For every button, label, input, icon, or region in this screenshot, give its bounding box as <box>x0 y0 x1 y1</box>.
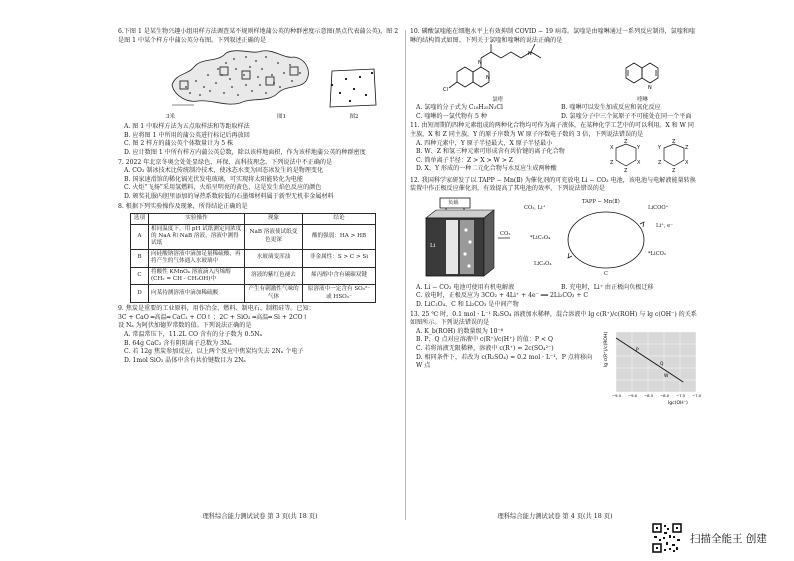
question-13-option-d[interactable]: D. 相同条件下，若改为 c(R₂SO₄) = 0.2 mol · L⁻¹，P 点将移向 W 点 <box>416 353 593 370</box>
chart-x-ticks <box>612 393 702 398</box>
table-row <box>131 249 376 267</box>
table-header-option: 选项 <box>131 214 149 224</box>
question-12 <box>410 177 700 310</box>
chart-x-tick-label: −7.5 <box>676 392 686 398</box>
table-cell-option: D <box>131 285 149 303</box>
question-13-text: 13. 25 ℃ 时，0.1 mol · L⁻¹ R₂SO₄ 溶液加水稀释，混合溶液中 lg c(R⁺)/c(ROH) 与 lg c(OH⁻) 的关系如图所示。下列说法错误的是 <box>410 310 697 327</box>
chart-point-label: P <box>636 347 639 353</box>
svg-text:Z: Z <box>658 159 662 166</box>
chart-x-tick-label: −8.0 <box>660 392 670 398</box>
cycle-input-label: CO₂, Li⁺ <box>524 204 546 211</box>
question-9 <box>118 305 402 365</box>
chloroquine-molecule-icon <box>443 42 553 92</box>
svg-text:Y: Y <box>637 144 641 151</box>
irregular-plot-map <box>166 45 316 109</box>
question-6-option-c[interactable]: C. 图 2 样方的蒲公英个体数量计为 5 株 <box>124 140 234 148</box>
question-7-option-d[interactable]: D. 颁奖礼服内胆里添加的导热系数较低的石墨烯材料属于新型无机非金属材料 <box>124 192 334 200</box>
question-13-option-a[interactable]: A. K_b(ROH) 的数量级为 10⁻⁶ <box>416 327 504 335</box>
svg-text:Cl: Cl <box>442 87 448 93</box>
table-row <box>131 224 376 249</box>
quinoline-molecule-icon <box>618 58 668 92</box>
table-header-phenomenon: 现象 <box>245 214 303 224</box>
svg-text:Z: Z <box>672 167 676 174</box>
svg-text:N: N <box>647 85 652 91</box>
question-11-option-d[interactable]: D. X、Y 形成的一种二元化合物与水反应生成两种酸 <box>416 165 557 173</box>
table-header-conclusion: 结论 <box>303 214 376 224</box>
question-12-option-b[interactable]: B. 充电时，Li⁺ 由正极向负极迁移 <box>561 283 654 291</box>
question-10-option-a[interactable]: A. 氯喹的分子式为 C₁₈H₂₅N₃Cl <box>416 104 504 112</box>
svg-text:X: X <box>610 144 614 151</box>
question-7-option-c[interactable]: C. 火炬“飞扬”采用氢燃料，火焰呈明亮的黄色，这是发生焰色反应的颜色 <box>124 184 322 192</box>
figure-1-label: 图1 <box>277 113 286 120</box>
question-6-figures <box>118 47 402 121</box>
question-9-option-d[interactable]: D. 1mol SiO₂ 晶体中含有共价键数目为 2Nₐ <box>124 356 246 364</box>
chart-x-tick-label: −9.0 <box>628 392 638 398</box>
chart-point-label: Q <box>660 361 664 367</box>
table-header-operation: 实验操作 <box>149 214 245 224</box>
question-6 <box>118 28 402 158</box>
svg-text:Z: Z <box>672 138 676 145</box>
quinoline-structure <box>618 58 668 104</box>
svg-text:Z: Z <box>685 144 689 151</box>
question-11-option-c[interactable]: C. 简单离子半径：Z > X > W > Z <box>416 156 513 164</box>
question-12-option-d[interactable]: D. LiC₂O₄、C 和 Li₂CO₃ 是中间产物 <box>416 300 519 308</box>
question-11-option-a[interactable]: A. 四种元素中，Y 原子半径最大，X 原子半径最小 <box>416 139 553 147</box>
chart-x-tick-label: −9.5 <box>612 392 622 398</box>
table-cell-conclusion: 原溶液中一定含有 SO₃²⁻ 或 HSO₃⁻ <box>303 285 376 303</box>
question-8 <box>118 203 402 304</box>
sample-quadrat <box>326 65 380 109</box>
svg-text:X: X <box>685 159 689 166</box>
table-cell-conclusion: 酸的强弱：HA > HB <box>303 224 376 249</box>
table-cell-phenomenon: 溶液的紫红色褪去 <box>245 267 303 285</box>
ionic-liquid-structure-icon <box>604 140 700 176</box>
question-9-text-2: 设 Nₐ 为阿伏加德罗常数的值。下列说法正确的是 <box>118 322 252 330</box>
question-6-option-a[interactable]: A. 图 1 中取样方法为五点取样法和等距取样法 <box>124 123 250 131</box>
battery-diagram <box>410 196 520 282</box>
table-cell-option: C <box>131 267 149 285</box>
question-6-text: 6.下图 1 是某生物兴趣小组用样方法调查某不规则样地蒲公英的种群密度示意图(黑点代表蒲公英)，图 2 是图 1 中某个样方中蒲公英分布图。下列叙述正确的是 <box>118 28 399 44</box>
svg-text:Z: Z <box>610 159 614 166</box>
question-10-structures <box>410 46 700 104</box>
table-row <box>131 267 376 285</box>
question-7-text: 7. 2022 年北京冬奥会处处显绿色、环保、高科技理念。下列说法中不正确的是 <box>118 158 333 166</box>
question-12-option-a[interactable]: A. Li − CO₂ 电池可使用有机电解液 <box>416 283 515 291</box>
chart-x-tick-label: −8.5 <box>644 392 654 398</box>
experiment-table <box>130 213 376 303</box>
table-cell-option: B <box>131 249 149 267</box>
cycle-product-label: C <box>604 270 608 277</box>
chloroquine-structure <box>443 42 553 104</box>
chart-x-tick-label: −7.0 <box>692 392 702 398</box>
table-cell-operation: 相同温度下，用 pH 试纸测定同浓度的 NaA 和 NaB 溶液，溶液中测得试纸 <box>149 224 245 249</box>
question-12-figures <box>410 196 700 282</box>
figure-1-scale: 3米 <box>166 113 175 120</box>
svg-text:Z: Z <box>624 167 628 174</box>
co2-label: CO₂ <box>500 230 511 237</box>
quinoline-label: 喹啉 <box>637 96 648 103</box>
chart-plot-area <box>616 332 696 392</box>
question-13-option-c[interactable]: C. 若将溶液无限稀释，溶液中 c(R⁺) ≈ 2c(SO₄²⁻) <box>416 344 554 352</box>
question-12-option-c[interactable]: C. 放电时，正极反应为 3CO₂ + 4Li⁺ + 4e⁻ ══ 2Li₂CO₃ + C <box>416 292 589 300</box>
question-7-option-b[interactable]: B. 国家速滑馆的稀化镉光伏发电玻璃，可实现将太阳能转化为电能 <box>124 175 303 183</box>
scanner-watermark-text: 扫描全能王 创建 <box>690 532 767 545</box>
question-6-option-d[interactable]: D. 应计数图 1 中所有样方内蒲公英总数，除以该样地面积，作为该样地蒲公英的种群密度 <box>124 148 366 156</box>
question-12-text: 12. 我国科学家研发了以 TAPP − Mn(Ⅱ) 为催化剂的可充放电 Li − CO₂ 电池，该电池与电解液能量转换装置中作正极反应催化剂，有效提高了其电池的效率，下列说法错误的是 <box>410 176 696 193</box>
svg-text:N: N <box>485 75 490 81</box>
figure-1 <box>166 45 316 121</box>
table-cell-operation: 向硅酸钠溶液中滴加足量稀硫酸，再将产生的气体通入水玻璃中 <box>149 249 245 267</box>
cycle-intermediate-2-label: *LiCO₂ <box>648 250 666 257</box>
figure-2-label: 图2 <box>349 113 359 120</box>
question-10 <box>410 28 700 121</box>
cycle-intermediate-1-label: LiCOO⁺ <box>648 204 669 211</box>
table-cell-operation: 向某待测溶液中滴加稀硫酸 <box>149 285 245 303</box>
table-cell-phenomenon: NaB 溶液使试纸变色更深 <box>245 224 303 249</box>
question-13-option-b[interactable]: B. P、Q 点对应溶液中 c(R⁺)/c(H⁺) 的值：P < Q <box>416 336 553 344</box>
figure-2 <box>326 65 382 121</box>
chart-xlabel: lgc(OH⁻) <box>668 400 688 406</box>
page-4 <box>410 28 700 522</box>
question-10-option-c[interactable]: C. 喹啉的一氯代物有 5 种 <box>416 112 487 120</box>
table-header-row <box>131 214 376 224</box>
question-10-option-d[interactable]: D. 氯喹分子中三个氮原子不可能处在同一个平面 <box>561 112 692 120</box>
table-cell-conclusion: 非金属性：S > C > Si <box>303 249 376 267</box>
catalytic-cycle-diagram <box>520 196 690 282</box>
question-7-option-a[interactable]: A. CO₂ 制冰技术比传统制冷技术，使冰态水变为固态冰发生的是物理变化 <box>124 167 324 175</box>
lithium-electrode-label: Li <box>430 242 436 249</box>
question-7 <box>118 159 402 202</box>
chart-ylabel: lg c(R⁺)/c(ROH) <box>604 331 609 367</box>
table-cell-phenomenon: 产生有刺激性气味的气体 <box>245 285 303 303</box>
svg-text:X: X <box>637 159 641 166</box>
question-10-option-b[interactable]: B. 喹啉可以发生加成反应和氧化反应 <box>561 104 661 112</box>
question-11-text: 11. 由短周期的四种元素组成的两种化合物均可作为离子液体，在某种化学工艺中的可以利用。X 和 W 同主族，X 和 Z 同主族，Y 的原子序数为 W 原子序数电子数的 3 倍，下列说法错误的是 <box>410 122 694 138</box>
qr-code-icon <box>652 523 682 553</box>
cycle-catalyst-label: TAPP − Mn(Ⅱ) <box>582 198 620 205</box>
svg-text:N: N <box>477 60 482 66</box>
question-9-option-b[interactable]: B. 64g CaC₂ 含有阴阳离子总数为 3Nₐ <box>124 339 232 347</box>
load-label: 负载 <box>448 199 459 206</box>
cycle-intermediate-3-label: *LiC₂O₄ <box>530 234 551 241</box>
chart-point-label: W <box>664 373 669 379</box>
question-11 <box>410 122 700 175</box>
lg-relationship-chart <box>602 328 700 406</box>
page-divider <box>405 30 406 520</box>
svg-text:N: N <box>527 51 532 57</box>
page-4-footer: 理科综合能力测试试卷 第 4 页(共 18 页) <box>497 513 613 521</box>
table-row <box>131 285 376 303</box>
question-8-text: 8. 根据下列实验操作及现象，所得结论正确的是 <box>118 202 248 210</box>
question-9-text: 9. 焦炭是重要的工业原料，用作冶金、燃料、制电石、制粗硅等。已知： <box>118 305 315 313</box>
cycle-electron-label: Li⁺, e⁻ <box>656 222 673 229</box>
cycle-intermediate-4-label: LiC₂O₄ <box>534 260 552 267</box>
page-3-footer: 理科综合能力测试试卷 第 3 页(共 18 页) <box>202 513 318 521</box>
table-cell-conclusion: 烯丙醇中含有碳碳双键 <box>303 267 376 285</box>
question-13 <box>410 311 700 406</box>
table-cell-operation: 将酸性 KMnO₄ 溶液滴入丙烯醇(CH₂ = CH - CH₂OH)中 <box>149 267 245 285</box>
question-9-option-a[interactable]: A. 常温常压下，11.2L CO 含有的分子数为 0.5Nₐ <box>124 330 262 338</box>
scanner-watermark <box>652 523 767 553</box>
question-10-text: 10. 磷酸氯喹能在细胞水平上有效抑制 COVID − 19 病毒。氯喹是由喹啉通过一系列反应制得，氯喹和喹啉的结构简式如图。下列关于氯喹和喹啉的说法正确的是 <box>410 28 696 44</box>
chart-svg <box>602 328 700 406</box>
question-11-option-b[interactable]: B. W、Z 和氢三种元素可形成含有共价键的离子化合物 <box>416 148 565 156</box>
table-cell-option: A <box>131 224 149 249</box>
svg-text:Z: Z <box>624 138 628 145</box>
chloroquine-label: 氯喹 <box>492 96 503 103</box>
svg-text:Y: Y <box>658 144 662 151</box>
page-3 <box>118 28 402 522</box>
question-9-option-c[interactable]: C. 若 12g 焦炭参加反应，以上两个反应中焦炭均失去 2Nₐ 个电子 <box>124 348 304 356</box>
question-6-option-b[interactable]: B. 应将图 1 中所用的蒲公英进行标记后再放回 <box>124 131 250 139</box>
table-cell-phenomenon: 水玻璃变浑浊 <box>245 249 303 267</box>
question-9-equations: 3C + CaO ═高温═ CaC₂ + CO↑ ；2C + SiO₂ ═高温═ Si + 2CO↑ <box>118 313 308 321</box>
